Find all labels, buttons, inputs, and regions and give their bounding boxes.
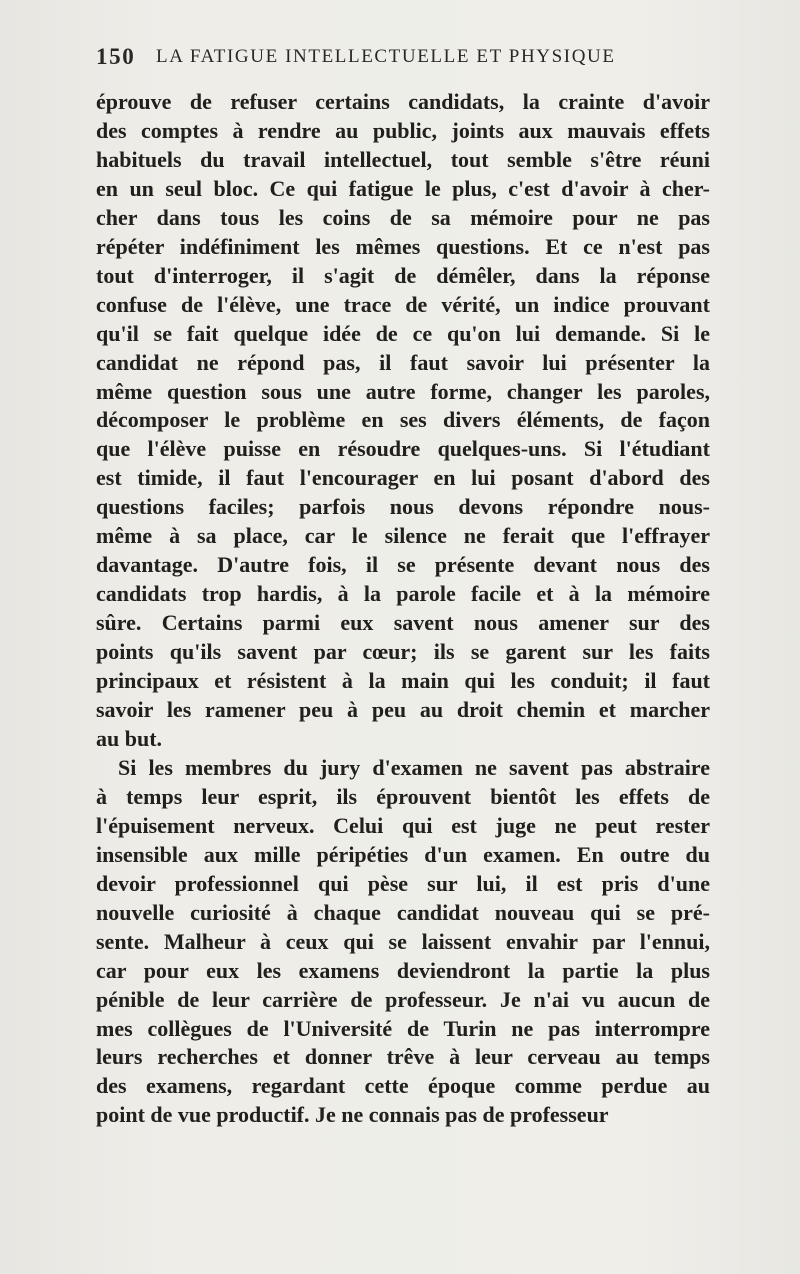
text-line: points qu'ils savent par cœur; ils se garent sur les faits xyxy=(96,639,710,665)
text-line: l'épuisement nerveux. Celui qui est juge ne peut rester xyxy=(96,812,710,838)
text-line: principaux et résistent à la main qui les conduit; il faut xyxy=(96,668,710,694)
text-line: mes collègues de l'Université de Turin ne pas interrompre xyxy=(96,1015,710,1041)
text-line: des examens, regardant cette époque comme perdue au xyxy=(96,1073,710,1099)
text-line: insensible aux mille péripéties d'un examen. En outre du xyxy=(96,841,710,867)
text-line: point de vue productif. Je ne connais pas de professeur xyxy=(96,1102,609,1128)
text-line: questions faciles; parfois nous devons répondre nous- xyxy=(96,494,710,520)
text-line: est timide, il faut l'encourager en lui posant d'abord des xyxy=(96,465,710,491)
text-line: qu'il se fait quelque idée de ce qu'on lui demande. Si le xyxy=(96,320,710,346)
text-line: éprouve de refuser certains candidats, la crainte d'avoir xyxy=(96,89,710,114)
paragraph xyxy=(96,88,710,754)
text-line: leurs recherches et donner trêve à leur cerveau au temps xyxy=(96,1044,710,1070)
text-line: car pour eux les examens deviendront la partie la plus xyxy=(96,957,710,983)
text-line: à temps leur esprit, ils éprouvent bientôt les effets de xyxy=(96,783,710,809)
running-title: LA FATIGUE INTELLECTUELLE ET PHYSIQUE xyxy=(156,46,616,67)
text-line: des comptes à rendre au public, joints aux mauvais effets xyxy=(96,117,710,143)
text-line: en un seul bloc. Ce qui fatigue le plus, c'est d'avoir à cher- xyxy=(96,175,710,201)
text-line: tout d'interroger, il s'agit de démêler, dans la réponse xyxy=(96,262,710,288)
text-line: même à sa place, car le silence ne ferait que l'effrayer xyxy=(96,523,710,549)
text-line: confuse de l'élève, une trace de vérité, un indice prouvant xyxy=(96,291,710,317)
text-line: nouvelle curiosité à chaque candidat nouveau qui se pré- xyxy=(96,899,710,925)
paragraph xyxy=(96,754,710,1130)
text-line: au but. xyxy=(96,725,163,751)
text-line: cher dans tous les coins de sa mémoire pour ne pas xyxy=(96,204,710,230)
text-line: sûre. Certains parmi eux savent nous amener sur des xyxy=(96,610,710,636)
text-line: même question sous une autre forme, changer les paroles, xyxy=(96,378,710,404)
page-number: 150 xyxy=(96,44,136,69)
text-line: candidats trop hardis, à la parole facile et à la mémoire xyxy=(96,581,710,607)
text-line: devoir professionnel qui pèse sur lui, il est pris d'une xyxy=(96,870,710,896)
text-line: habituels du travail intellectuel, tout semble s'être réuni xyxy=(96,146,710,172)
text-line: savoir les ramener peu à peu au droit chemin et marcher xyxy=(96,697,710,723)
text-line: davantage. D'autre fois, il se présente devant nous des xyxy=(96,552,710,578)
text-line: candidat ne répond pas, il faut savoir lui présenter la xyxy=(96,349,710,375)
body-text xyxy=(96,88,710,1130)
text-line: Si les membres du jury d'examen ne savent pas abstraire xyxy=(118,754,710,780)
text-line: décomposer le problème en ses divers éléments, de façon xyxy=(96,407,710,433)
text-line: que l'élève puisse en résoudre quelques-uns. Si l'étudiant xyxy=(96,436,710,462)
text-line: sente. Malheur à ceux qui se laissent envahir par l'ennui, xyxy=(96,928,710,954)
text-line: pénible de leur carrière de professeur. Je n'ai vu aucun de xyxy=(96,986,710,1012)
running-head xyxy=(96,44,706,76)
text-line: répéter indéfiniment les mêmes questions. Et ce n'est pas xyxy=(96,233,710,259)
